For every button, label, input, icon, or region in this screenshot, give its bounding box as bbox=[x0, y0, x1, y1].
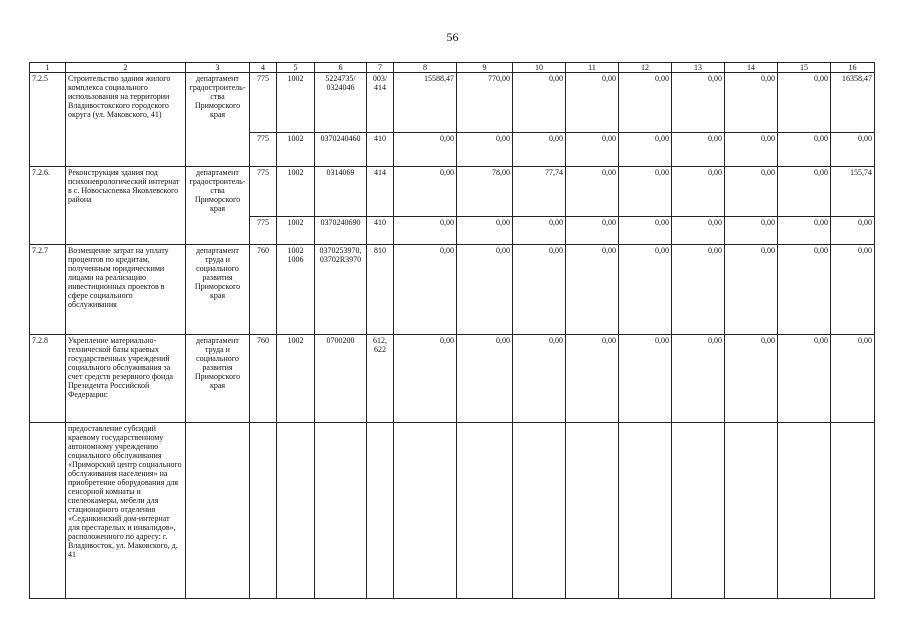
cell-value: 0,00 bbox=[513, 335, 566, 423]
cell-value: 0,00 bbox=[513, 217, 566, 245]
cell-value: 0,00 bbox=[566, 245, 619, 335]
row-org: департамент градостроитель-ства Приморского края bbox=[186, 167, 250, 245]
cell-rzpr: 1002 bbox=[277, 133, 315, 167]
cell-value: 0,00 bbox=[457, 335, 513, 423]
cell-value: 16358,47 bbox=[831, 73, 875, 133]
row-name: Строительство здания жилого комплекса социального использования на территории Владивостокского городского округа (ул. Маковского, 41) bbox=[66, 73, 186, 167]
cell-csr: 0700200 bbox=[315, 335, 367, 423]
cell-value: 0,00 bbox=[725, 133, 778, 167]
row-number: 7.2.8 bbox=[30, 335, 66, 423]
cell-vr: 003/ 414 bbox=[367, 73, 394, 133]
header-cell: 14 bbox=[725, 63, 778, 73]
header-cell: 13 bbox=[672, 63, 725, 73]
cell-vr: 410 bbox=[367, 217, 394, 245]
cell-value: 0,00 bbox=[778, 133, 831, 167]
cell-value: 0,00 bbox=[394, 217, 457, 245]
cell-value: 0,00 bbox=[457, 217, 513, 245]
cell-value: 0,00 bbox=[394, 245, 457, 335]
row-number bbox=[30, 423, 66, 599]
header-cell: 7 bbox=[367, 63, 394, 73]
cell-value: 0,00 bbox=[831, 335, 875, 423]
cell-value: 0,00 bbox=[778, 73, 831, 133]
row-number: 7.2.5 bbox=[30, 73, 66, 167]
cell-value: 0,00 bbox=[394, 335, 457, 423]
cell-csr: 5224735/ 0324046 bbox=[315, 73, 367, 133]
page-number: 56 bbox=[446, 30, 459, 44]
cell-value: 0,00 bbox=[672, 335, 725, 423]
cell-grbs: 775 bbox=[250, 167, 277, 217]
cell-csr bbox=[315, 423, 367, 599]
cell-value: 0,00 bbox=[566, 133, 619, 167]
table-row bbox=[30, 73, 875, 133]
cell-vr: 410 bbox=[367, 133, 394, 167]
row-org: департамент труда и социального развития Приморского края bbox=[186, 335, 250, 423]
cell-value: 0,00 bbox=[725, 335, 778, 423]
cell-value bbox=[672, 423, 725, 599]
row-name: Реконструкция здания под психоневрологический интернат в с. Новосысоевка Яковлевского района bbox=[66, 167, 186, 245]
header-cell: 1 bbox=[30, 63, 66, 73]
table-row bbox=[30, 245, 875, 335]
cell-rzpr: 1002 bbox=[277, 167, 315, 217]
table-row bbox=[30, 423, 875, 599]
cell-vr: 810 bbox=[367, 245, 394, 335]
cell-value: 0,00 bbox=[513, 133, 566, 167]
cell-value: 0,00 bbox=[725, 245, 778, 335]
cell-value: 0,00 bbox=[566, 73, 619, 133]
header-cell: 4 bbox=[250, 63, 277, 73]
cell-value: 0,00 bbox=[778, 217, 831, 245]
row-name: Укрепление материально-технической базы краевых государственных учреждений социального обслуживания за счет средств резервного фонда Президента Российской Федерации: bbox=[66, 335, 186, 423]
cell-value: 0,00 bbox=[566, 335, 619, 423]
cell-rzpr: 1002 bbox=[277, 217, 315, 245]
cell-value: 78,00 bbox=[457, 167, 513, 217]
cell-vr: 612, 622 bbox=[367, 335, 394, 423]
cell-value: 0,00 bbox=[725, 167, 778, 217]
cell-csr: 0314069 bbox=[315, 167, 367, 217]
cell-grbs: 760 bbox=[250, 245, 277, 335]
cell-value: 0,00 bbox=[566, 217, 619, 245]
cell-vr: 414 bbox=[367, 167, 394, 217]
cell-value: 0,00 bbox=[725, 73, 778, 133]
cell-value: 0,00 bbox=[831, 245, 875, 335]
cell-value: 155,74 bbox=[831, 167, 875, 217]
cell-vr bbox=[367, 423, 394, 599]
cell-value: 0,00 bbox=[831, 217, 875, 245]
row-org: департамент труда и социального развития Приморского края bbox=[186, 245, 250, 335]
cell-value bbox=[513, 423, 566, 599]
cell-rzpr: 1002 bbox=[277, 335, 315, 423]
cell-value: 0,00 bbox=[619, 217, 672, 245]
cell-value: 0,00 bbox=[394, 167, 457, 217]
cell-value: 0,00 bbox=[672, 217, 725, 245]
cell-value: 15588,47 bbox=[394, 73, 457, 133]
cell-grbs: 775 bbox=[250, 217, 277, 245]
cell-csr: 0370240690 bbox=[315, 217, 367, 245]
header-cell: 11 bbox=[566, 63, 619, 73]
cell-rzpr: 1002 bbox=[277, 73, 315, 133]
header-cell: 9 bbox=[457, 63, 513, 73]
header-cell: 2 bbox=[66, 63, 186, 73]
budget-table bbox=[29, 62, 875, 599]
cell-csr: 0370253970, 03702R3970 bbox=[315, 245, 367, 335]
cell-value: 0,00 bbox=[566, 167, 619, 217]
cell-value bbox=[619, 423, 672, 599]
row-org bbox=[186, 423, 250, 599]
table-row bbox=[30, 167, 875, 217]
cell-grbs: 775 bbox=[250, 73, 277, 133]
header-cell: 16 bbox=[831, 63, 875, 73]
cell-grbs: 760 bbox=[250, 335, 277, 423]
row-name: Возмещение затрат на уплату процентов по кредитам, полученным юридическими лицами на реализацию инвестиционных проектов в сфере социального обслуживания bbox=[66, 245, 186, 335]
cell-value bbox=[394, 423, 457, 599]
cell-value: 0,00 bbox=[394, 133, 457, 167]
cell-value: 0,00 bbox=[672, 73, 725, 133]
cell-value bbox=[831, 423, 875, 599]
cell-value: 0,00 bbox=[672, 133, 725, 167]
cell-value bbox=[778, 423, 831, 599]
cell-value: 0,00 bbox=[778, 335, 831, 423]
cell-value: 0,00 bbox=[457, 133, 513, 167]
cell-value: 0,00 bbox=[778, 245, 831, 335]
cell-value: 0,00 bbox=[831, 133, 875, 167]
cell-rzpr bbox=[277, 423, 315, 599]
cell-value: 770,00 bbox=[457, 73, 513, 133]
cell-value: 0,00 bbox=[619, 73, 672, 133]
cell-grbs bbox=[250, 423, 277, 599]
header-cell: 5 bbox=[277, 63, 315, 73]
cell-value bbox=[566, 423, 619, 599]
cell-rzpr: 1002 1006 bbox=[277, 245, 315, 335]
row-org: департамент градостроитель-ства Приморского края bbox=[186, 73, 250, 167]
cell-grbs: 775 bbox=[250, 133, 277, 167]
cell-value: 0,00 bbox=[725, 217, 778, 245]
header-cell: 15 bbox=[778, 63, 831, 73]
cell-value: 0,00 bbox=[457, 245, 513, 335]
cell-value: 0,00 bbox=[619, 133, 672, 167]
cell-value bbox=[457, 423, 513, 599]
header-cell: 10 bbox=[513, 63, 566, 73]
table-row bbox=[30, 335, 875, 423]
cell-csr: 0370240460 bbox=[315, 133, 367, 167]
cell-value: 0,00 bbox=[513, 73, 566, 133]
cell-value: 0,00 bbox=[513, 245, 566, 335]
row-number: 7.2.6. bbox=[30, 167, 66, 245]
row-number: 7.2.7 bbox=[30, 245, 66, 335]
cell-value: 0,00 bbox=[672, 167, 725, 217]
header-cell: 6 bbox=[315, 63, 367, 73]
header-row bbox=[30, 63, 875, 73]
cell-value: 0,00 bbox=[619, 245, 672, 335]
cell-value: 0,00 bbox=[672, 245, 725, 335]
header-cell: 12 bbox=[619, 63, 672, 73]
cell-value: 0,00 bbox=[778, 167, 831, 217]
row-name: предоставление субсидий краевому государственному автономному учреждению социального обслуживания «Приморский центр социального обслуживания населения» на приобретение оборудования для сенсорной комнаты и спелеокамеры, мебели для стационарного отделения «Седанкинский дом-интернат для престарелых и инвалидов», расположенного по адресу: г. Владивосток, ул. Маковского, д. 41 bbox=[66, 423, 186, 599]
header-cell: 8 bbox=[394, 63, 457, 73]
cell-value: 77,74 bbox=[513, 167, 566, 217]
header-cell: 3 bbox=[186, 63, 250, 73]
cell-value bbox=[725, 423, 778, 599]
cell-value: 0,00 bbox=[619, 167, 672, 217]
cell-value: 0,00 bbox=[619, 335, 672, 423]
